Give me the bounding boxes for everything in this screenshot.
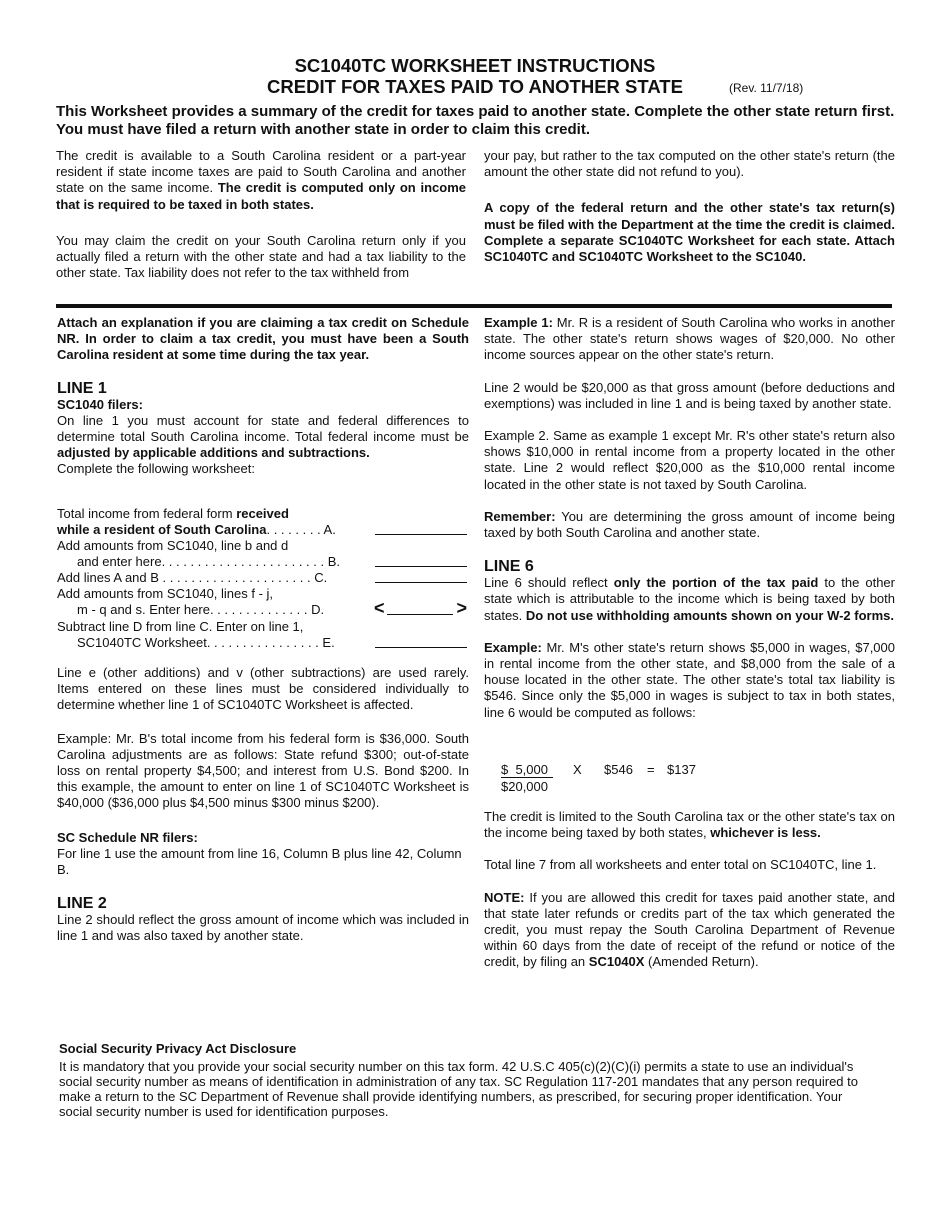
example-m-label: Example: <box>484 639 542 655</box>
example-m-paragraph <box>484 640 895 721</box>
note-paragraph <box>484 890 895 971</box>
sc1040-filers-heading: SC1040 filers: <box>57 396 143 412</box>
calc-times: X <box>573 762 582 777</box>
left-column <box>57 315 469 478</box>
example-1-paragraph <box>484 315 895 364</box>
example-2-paragraph: Example 2. Same as example 1 except Mr. R's other state's return also shows $10,000 in rental income from a property located in the other state. Line 2 would reflect $20,000 as the $10,000 rental income located in the other state is not taxed by South Carolina. <box>484 428 895 492</box>
remember-text: You are determining the gross amount of income being taxed by both South Carolina and another state. <box>484 508 895 541</box>
note-label: NOTE: <box>484 889 525 905</box>
limit-bold: whichever is less. <box>710 825 821 841</box>
worksheet-b-text: Add amounts from SC1040, line b and d <box>57 538 289 553</box>
copy-federal-return-paragraph: A copy of the federal return and the other state's tax return(s) must be filed with the Department at the time the credit is claimed. Complete a separate SC1040TC Worksheet for each state. Attach SC1040TC and SC1040TC Worksheet to the SC1040. <box>484 200 895 265</box>
worksheet-line-b <box>57 554 469 570</box>
line-6-paragraph <box>484 575 895 624</box>
line-2-heading: LINE 2 <box>57 895 107 913</box>
worksheet-d-bracket-field <box>373 602 467 618</box>
line-6-heading: LINE 6 <box>484 558 534 576</box>
worksheet-line-c <box>57 570 469 586</box>
worksheet-line-d <box>57 602 469 619</box>
worksheet-a-blank <box>375 534 467 535</box>
line-1-heading: LINE 1 <box>57 379 107 397</box>
calc-result: $137 <box>667 762 696 777</box>
line-2-example-paragraph: Line 2 would be $20,000 as that gross amount (before deductions and exemptions) was included in line 1 and is being taxed by another state. <box>484 379 895 411</box>
privacy-heading: Social Security Privacy Act Disclosure <box>59 1041 297 1056</box>
worksheet-d-text: Add amounts from SC1040, lines f - j, <box>57 586 274 601</box>
worksheet-line-e <box>57 635 469 651</box>
worksheet-d-label: m - q and s. Enter here. . . . . . . . . . . . . . D. <box>77 602 325 617</box>
open-bracket: < <box>374 602 385 618</box>
worksheet-b-label: and enter here. . . . . . . . . . . . . . . . . . . . . . . B. <box>77 554 340 569</box>
schedule-nr-heading: SC Schedule NR filers: <box>57 829 198 845</box>
right-column-lower <box>484 809 895 971</box>
complete-worksheet-text: Complete the following worksheet: <box>57 461 255 477</box>
credit-availability-paragraph <box>56 148 466 213</box>
worksheet-a-dots: . . . . . . . . A. <box>266 522 336 537</box>
worksheet-a-resident: while a resident of South Carolina <box>57 522 267 537</box>
calc-tax: $546 <box>604 762 633 777</box>
line-6-bold-a: only the portion of the tax paid <box>613 575 819 591</box>
calc-equals: = <box>647 762 655 777</box>
intro-paragraph: This Worksheet provides a summary of the credit for taxes paid to another state. Complete the other state return first. You must have filed a return with another state in order to claim this credit. <box>56 103 895 138</box>
worksheet-line-b-1 <box>57 538 469 554</box>
worksheet-line-e-1 <box>57 619 469 635</box>
worksheet-d-blank <box>387 614 453 615</box>
remember-paragraph <box>484 509 895 541</box>
title-line-2: CREDIT FOR TAXES PAID TO ANOTHER STATE <box>267 76 683 97</box>
line-6-text-b: to the other state which is attributable to the income which is being taxed by both states. <box>484 575 895 623</box>
credit-availability-text: The credit is available to a South Carolina resident or a part-year resident if state income taxes are paid to South Carolina and another state on the same income. <box>56 148 466 196</box>
section-divider <box>56 304 892 308</box>
example-1-text: Mr. R is a resident of South Carolina who works in another state. The other state's return shows wages of $20,000. No other income sources appear on the other state's return. <box>484 315 895 363</box>
top-left-column <box>56 148 466 281</box>
worksheet-b-blank <box>375 566 467 567</box>
attach-explanation: Attach an explanation if you are claiming a tax credit on Schedule NR. In order to claim a tax credit, you must have been a South Carolina resident at some time during the tax year. <box>57 315 469 363</box>
worksheet-e-blank <box>375 647 467 648</box>
limit-paragraph <box>484 809 895 841</box>
total-line-7-paragraph: Total line 7 from all worksheets and enter total on SC1040TC, line 1. <box>484 857 877 873</box>
schedule-nr-paragraph: For line 1 use the amount from line 16, Column B plus line 42, Column B. <box>57 845 462 878</box>
calc-denominator: $20,000 <box>501 779 548 794</box>
worksheet-c-label: Add lines A and B . . . . . . . . . . . . . . . . . . . . . C. <box>57 570 328 585</box>
left-column-lower <box>57 665 469 945</box>
line-1-paragraph <box>57 413 469 462</box>
line-1-text: On line 1 you must account for state and federal differences to determine total South Carolina income. Total federal income must be <box>57 412 469 445</box>
close-bracket: > <box>456 602 467 618</box>
worksheet <box>57 506 469 651</box>
example-m-text: Mr. M's other state's return shows $5,000 in wages, $7,000 in rental income from the other state, and $8,000 from the sale of a house located in the other state. The other state's total tax liability is $546. Since only the $5,000 in wages is subject to tax in both states, line 6 would be computed as follows: <box>484 639 895 720</box>
worksheet-a-bold: received <box>236 506 289 521</box>
claim-paragraph: You may claim the credit on your South Carolina return only if you actually filed a return with the other state and had a tax liability to the other state. Tax liability does not refer to the tax withheld from <box>56 232 466 281</box>
revision-date: (Rev. 11/7/18) <box>729 81 804 95</box>
remember-label: Remember: <box>484 508 556 524</box>
worksheet-e-text: Subtract line D from line C. Enter on line 1, <box>57 619 304 634</box>
worksheet-line-a <box>57 522 469 538</box>
line-2-paragraph: Line 2 should reflect the gross amount of income which was included in line 1 and was also taxed by another state. <box>57 912 469 944</box>
credit-availability-bold: The credit is computed only on income that is required to be taxed in both states. <box>56 180 466 212</box>
worksheet-e-label: SC1040TC Worksheet. . . . . . . . . . . . . . . . E. <box>77 635 335 650</box>
worksheet-a-text: Total income from federal form <box>57 506 237 521</box>
calc-numerator: $ 5,000 <box>501 762 553 778</box>
tax-computed-paragraph: your pay, but rather to the tax computed on the other state's return (the amount the other state did not refund to you). <box>484 148 895 180</box>
line-1-bold: adjusted by applicable additions and subtractions. <box>57 445 370 461</box>
limit-text: The credit is limited to the South Carolina tax or the other state's tax on the income being taxed by both states, <box>484 809 895 841</box>
line-6-bold-b: Do not use withholding amounts shown on your W-2 forms. <box>525 607 894 623</box>
note-form-name: SC1040X <box>588 954 645 970</box>
worksheet-line-d-1 <box>57 586 469 602</box>
worksheet-c-blank <box>375 582 467 583</box>
example-b-paragraph: Example: Mr. B's total income from his federal form is $36,000. South Carolina adjustments are as follows: State refund $300; out-of-state loss on rental property $4,500; and interest from U.S. Bond $200. In this example, the amount to enter on line 1 of SC1040TC Worksheet is $40,000 ($36,000 plus $4,500 minus $300 minus $200). <box>57 730 469 811</box>
title-line-1: SC1040TC WORKSHEET INSTRUCTIONS <box>294 55 656 76</box>
top-right-column <box>484 148 895 265</box>
privacy-paragraph: It is mandatory that you provide your social security number on this tax form. 42 U.S.C 405(c)(2)(C)(i) permits a state to use an individual's social security number as means of identification in administration of any tax. SC Regulation 117-201 mandates that any person required to make a return to the SC Department of Revenue shall provide identifying numbers, as prescribed, for securing proper identification. Your social security number is used for identification purposes. <box>59 1059 858 1119</box>
line-e-paragraph: Line e (other additions) and v (other subtractions) are used rarely. Items entered on these lines must be considered individually to determine whether line 1 of SC1040TC Worksheet is affected. <box>57 665 469 713</box>
example-1-label: Example 1: <box>484 315 553 330</box>
line-6-text-a: Line 6 should reflect <box>484 575 614 591</box>
note-text-b: (Amended Return). <box>644 954 759 970</box>
right-column <box>484 315 895 721</box>
worksheet-line-a-1 <box>57 506 469 522</box>
note-text-a: If you are allowed this credit for taxes paid another state, and that state later refunds or credits part of the tax which generated the credit, you must repay the South Carolina Department of Revenue within 60 days from the date of receipt of the refund or notice of the credit, by filing an <box>484 889 895 970</box>
